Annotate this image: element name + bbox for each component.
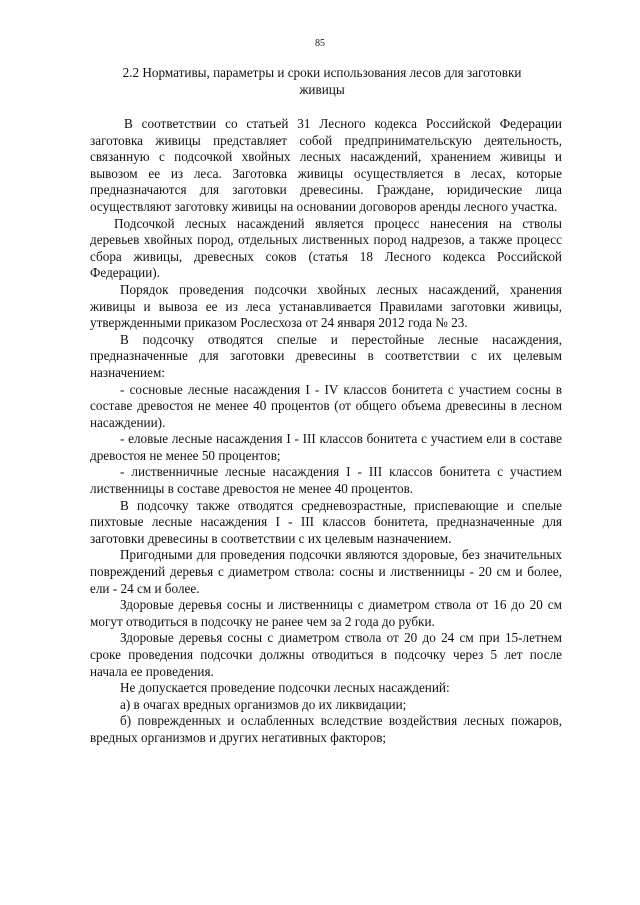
paragraph: Не допускается проведение подсочки лесных насаждений: [120, 680, 450, 696]
list-item: б) поврежденных и ослабленных вследствие воздействия лесных пожаров, вредных организмов и других негативных факторов; [90, 713, 562, 745]
paragraph: Здоровые деревья сосны и лиственницы с диаметром ствола от 16 до 20 см могут отводиться в подсочку не ранее чем за 2 года до рубки. [90, 597, 562, 629]
paragraph: В подсочку отводятся спелые и перестойные лесные насаждения, предназначенные для заготовки древесины в соответствии с их целевым назначением: [90, 331, 562, 380]
document-body [90, 116, 562, 747]
list-item: - сосновые лесные насаждения I - IV классов бонитета с участием сосны в составе древостоя не менее 40 процентов (от общего объема древесины в лесном насаждении). [90, 381, 562, 430]
paragraph: В соответствии со статьей 31 Лесного кодекса Российской Федерации заготовка живицы представляет собой предпринимательскую деятельность, связанную с подсочкой хвойных лесных насаждений, хранением живицы и вывозом ее из леса. Заготовка живицы осуществляется в лесах, которые предназначаются для заготовки древесины. Граждане, юридические лица осуществляют заготовку живицы на основании договоров аренды лесного участка. [90, 116, 562, 214]
paragraph: Подсочкой лесных насаждений является процесс нанесения на стволы деревьев хвойных пород, отдельных лиственных пород надрезов, а также процесс сбора живицы, древесных соков (статья 18 Лесного кодекса Российской Федерации). [90, 215, 562, 281]
paragraph: Здоровые деревья сосны с диаметром ствола от 20 до 24 см при 15-летнем сроке проведения подсочки должны отводиться в подсочку через 5 лет после начала ее проведения. [90, 630, 562, 679]
section-title: 2.2 Нормативы, параметры и сроки использования лесов для заготовки живицы [122, 65, 522, 97]
paragraph: В подсочку также отводятся средневозрастные, приспевающие и спелые пихтовые лесные насаждения I - III классов бонитета, предназначенные для заготовки древесины в соответствии с их целевым назначением. [90, 497, 562, 546]
paragraph: Пригодными для проведения подсочки являются здоровые, без значительных повреждений деревья с диаметром ствола: сосны и лиственницы - 20 см и более, ели - 24 см и более. [90, 547, 562, 596]
paragraph: Порядок проведения подсочки хвойных лесных насаждений, хранения живицы и вывоза ее из леса устанавливается Правилами заготовки живицы, утвержденными приказом Рослесхоза от 24 января 2012 года № 23. [90, 281, 562, 331]
list-item: - лиственничные лесные насаждения I - III классов бонитета с участием лиственницы в составе древостоя не менее 40 процентов. [90, 464, 562, 497]
page-number: 85 [315, 38, 325, 49]
list-item: а) в очагах вредных организмов до их ликвидации; [120, 696, 407, 712]
list-item: - еловые лесные насаждения I - III классов бонитета с участием ели в составе древостоя не менее 50 процентов; [90, 431, 562, 463]
